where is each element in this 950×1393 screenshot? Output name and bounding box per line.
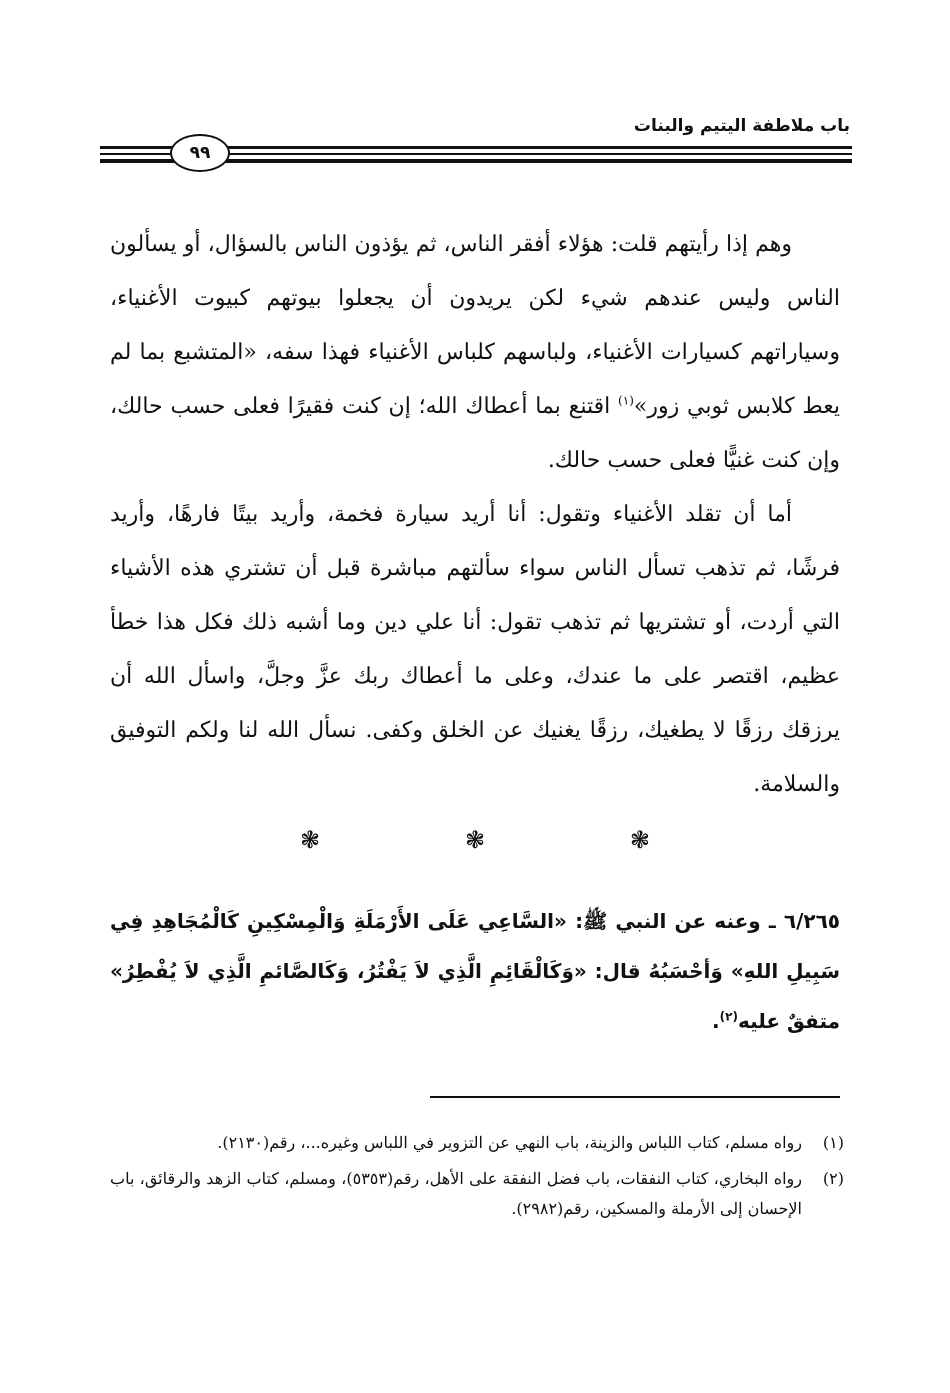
footnote-divider — [430, 1096, 840, 1098]
separator-star: ❃ — [464, 826, 486, 854]
paragraph-1 — [110, 218, 840, 488]
separator-star: ❃ — [300, 826, 321, 854]
chapter-title: باب ملاطفة اليتيم والبنات — [633, 116, 850, 136]
footnote-text: رواه مسلم، كتاب اللباس والزينة، باب النهي عن التزوير في اللباس وغيره...، رقم(٢١٣٠). — [217, 1133, 802, 1152]
footnotes — [110, 1128, 844, 1230]
footnote-2 — [110, 1164, 844, 1224]
hadith-text-end: . — [712, 1009, 720, 1033]
footnote-ref-1[interactable]: (١) — [618, 393, 634, 408]
paragraph-1-part-a: وهم إذا رأيتهم قلت: هؤلاء أفقر الناس، ثم يؤذون الناس بالسؤال، أو يسألون الناس وليس عندهم شيء لكن يريدون أن يجعلوا بيوتهم كبيوت الأغنياء، وسياراتهم كسيارات الأغنياء، ولباسهم كلباس الأغنياء فهذا سفه، «المتشبع بما لم يعط كلابس ثوبي زور» — [110, 232, 840, 419]
footnote-ref-2[interactable]: (٢) — [719, 1009, 738, 1024]
section-separator — [300, 826, 650, 854]
footnote-number: (١) — [822, 1133, 844, 1152]
hadith-block — [110, 896, 840, 1046]
page-number: ٩٩ — [170, 134, 230, 172]
paragraph-2: أما أن تقلد الأغنياء وتقول: أنا أريد سيارة فخمة، وأريد بيتًا فارهًا، وأريد فرشًا، ثم تذهب تسأل الناس سواء سألتهم مباشرة قبل أن تشتري هذه الأشياء التي أردت، أو تشتريها ثم تذهب تقول: أنا علي دين وما أشبه ذلك فكل هذا خطأ عظيم، اقتصر على ما عندك، وعلى ما أعطاك ربك عزَّ وجلَّ، واسأل الله أن يرزقك رزقًا لا يطغيك، رزقًا يغنيك عن الخلق وكفى. نسأل الله لنا ولكم التوفيق والسلامة. — [110, 502, 840, 797]
footnote-text: رواه البخاري، كتاب النفقات، باب فضل النفقة على الأهل، رقم(٥٣٥٣)، ومسلم، كتاب الزهد والرقائق، باب الإحسان إلى الأرملة والمسكين، رقم(٢٩٨٢). — [110, 1169, 802, 1218]
hadith-text-main: ٦/٢٦٥ ـ وعنه عن النبي ﷺ: «السَّاعِي عَلَى الأَرْمَلَةِ وَالْمِسْكِينِ كَالْمُجَاهِدِ فِي سَبِيلِ اللهِ» وَأحْسَبُهُ قال: «وَكَالْقَائِمِ الَّذِي لاَ يَفْتُرُ، وَكَالصَّائمِ الَّذِي لاَ يُفْطِرُ» متفقٌ عليه — [110, 909, 840, 1033]
separator-star: ❃ — [629, 826, 650, 854]
hadith-text — [110, 896, 840, 1046]
paragraph-1-part-b: اقتنع بما أعطاك الله؛ إن كنت فقيرًا فعلى حسب حالك، وإن كنت غنيًّا فعلى حسب حالك. — [110, 394, 840, 473]
main-text — [110, 218, 840, 812]
footnote-number: (٢) — [822, 1169, 844, 1188]
footnote-1 — [110, 1128, 844, 1158]
